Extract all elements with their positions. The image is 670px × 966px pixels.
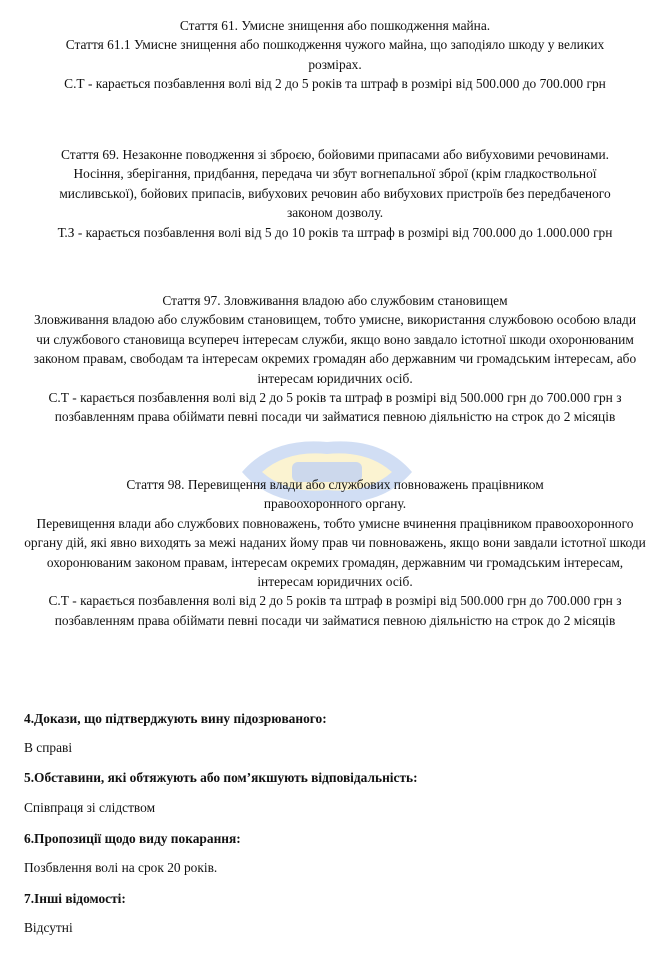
article-title: Стаття 97. Зловживання владою або службовим становищем — [162, 293, 508, 308]
article-61 — [20, 16, 650, 94]
article-description: Перевищення влади або службових повноважень, тобто умисне вчинення працівником правоохоронного органу дій, які явно виходять за межі наданих йому прав чи повноважень, якщо вони завдали істотної шкоди охоронюваним законом правам, інтересам окремих громадян, державним чи громадським інтересам, інтересам юридичних осіб. — [24, 515, 646, 590]
circumstances-heading: 5.Обставини, які обтяжують або пом’якшують відповідальність: — [24, 770, 418, 785]
article-penalty: С.Т - карається позбавлення волі від 2 до 5 років та штраф в розмірі від 500.000 до 700.000 грн — [64, 76, 606, 92]
evidence-answer: В справі — [24, 740, 73, 755]
article-description: Зловживання владою або службовим становищем, тобто умисне, використання службовою особою влади чи службового становища всупереч інтересам служби, якщо воно завдало істотної шкоди охоронюваним законом правам, свободам та інтересам окремих громадян або державним чи громадським інтересам, або інтересам юридичних осіб. — [33, 312, 637, 386]
article-97 — [20, 291, 650, 427]
article-69 — [20, 145, 650, 242]
other-info-answer: Відсутні — [24, 920, 73, 935]
article-title: Стаття 98. Перевищення влади або службових повноважень працівником правоохоронного органу. — [126, 477, 544, 512]
other-info-heading: 7.Інші відомості: — [24, 891, 126, 906]
article-penalty: Т.З - карається позбавлення волі від 5 до 10 років та штраф в розмірі від 700.000 до 1.000.000 грн — [57, 224, 613, 240]
article-penalty: С.Т - карається позбавлення волі від 2 до 5 років та штраф в розмірі від 500.000 грн до 700.000 грн з позбавленням права обіймати певні посади чи займатися певною діяльністю на строк до 2 місяців — [48, 390, 622, 425]
article-description: Стаття 61.1 Умисне знищення або пошкодження чужого майна, що заподіяло шкоду у великих розмірах. — [65, 37, 605, 72]
article-title: Стаття 61. Умисне знищення або пошкодження майна. — [179, 18, 491, 33]
evidence-heading: 4.Докази, що підтверджують вину підозрюваного: — [24, 711, 327, 726]
punishment-answer: Позбвлення волі на срок 20 років. — [24, 860, 218, 875]
article-title: Стаття 69. Незаконне поводження зі зброєю, бойовими припасами або вибуховими речовинами. — [61, 147, 609, 162]
article-description: Носіння, зберігання, придбання, передача чи збут вогнепальної зброї (крім гладкоствольної мисливської), бойових припасів, вибухових речовин або вибухових пристроїв без передбаченого законом дозволу. — [59, 166, 611, 221]
article-98 — [20, 475, 650, 630]
punishment-heading: 6.Пропозиції щодо виду покарання: — [24, 831, 241, 846]
article-penalty: С.Т - карається позбавлення волі від 2 до 5 років та штраф в розмірі від 500.000 грн до 700.000 грн з позбавленням права обіймати певні посади чи займатися певною діяльністю на строк до 2 місяців — [48, 593, 622, 628]
circumstances-answer: Співпраця зі слідством — [24, 800, 156, 815]
